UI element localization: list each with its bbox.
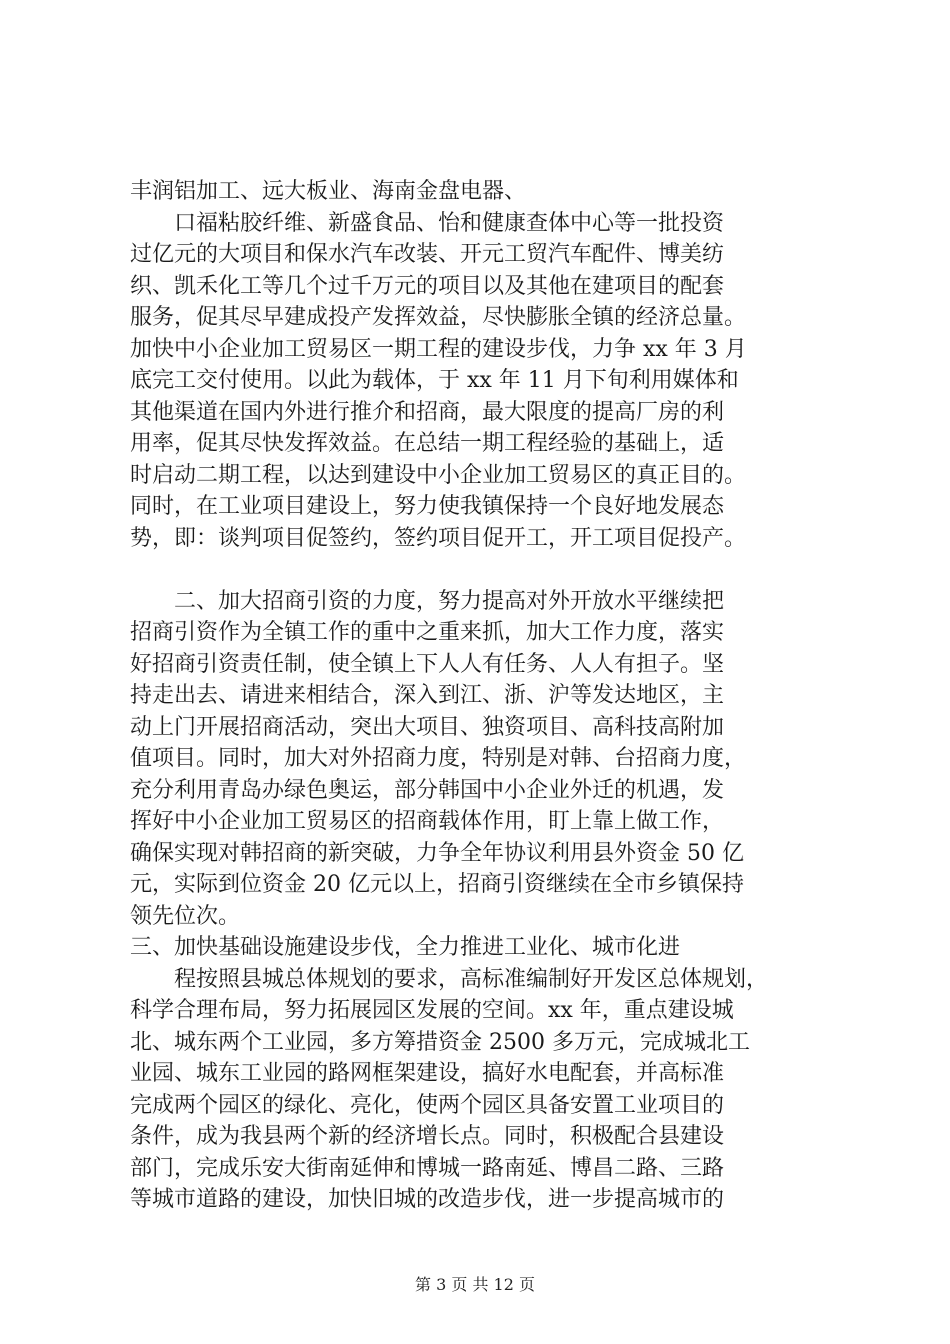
text-line: 口福粘胶纤维、新盛食品、怡和健康查体中心等一批投资 (174, 210, 725, 236)
text-line: 程按照县城总体规划的要求，高标准编制好开发区总体规划， (174, 966, 769, 992)
text-line: 挥好中小企业加工贸易区的招商载体作用，盯上靠上做工作， (130, 809, 725, 834)
text-line: 业园、城东工业园的路网框架建设，搞好水电配套，并高标准 (130, 1061, 725, 1086)
text-line: 元，实际到位资金 20 亿元以上，招商引资继续在全市乡镇保持 (130, 872, 744, 897)
paragraph-gap (130, 554, 846, 586)
text-line: 加快中小企业加工贸易区一期工程的建设步伐，力争 xx 年 3 月 (130, 336, 747, 362)
text-line: 时启动二期工程，以达到建设中小企业加工贸易区的真正目的。 (130, 462, 747, 488)
text-line: 领先位次。 (130, 903, 241, 929)
text-line: 好招商引资责任制，使全镇上下人人有任务、人人有担子。坚 (130, 651, 725, 677)
text-line: 充分利用青岛办绿色奥运，部分韩国中小企业外迁的机遇，发 (130, 777, 725, 803)
text-line: 招商引资作为全镇工作的重中之重来抓，加大工作力度，落实 (130, 620, 725, 645)
text-line: 北、城东两个工业园，多方筹措资金 2500 多万元，完成城北工 (130, 1029, 750, 1055)
text-line: 同时，在工业项目建设上，努力使我镇保持一个良好地发展态 (130, 494, 725, 519)
text-line: 值项目。同时，加大对外招商力度，特别是对韩、台招商力度， (130, 746, 747, 771)
text-line (130, 1216, 846, 1248)
page-number-footer: 第 3 页 共 12 页 (415, 1275, 535, 1294)
text-line: 动上门开展招商活动，突出大项目、独资项目、高科技高附加 (130, 714, 725, 740)
text-line: 势，即：谈判项目促签约，签约项目促开工，开工项目促投产。 (130, 525, 747, 551)
text-line: 二、加大招商引资的力度，努力提高对外开放水平继续把 (174, 588, 725, 614)
text-line: 确保实现对韩招商的新突破，力争全年协议利用县外资金 50 亿 (130, 840, 744, 866)
text-line: 其他渠道在国内外进行推介和招商，最大限度的提高厂房的利 (130, 399, 725, 425)
text-line: 持走出去、请进来相结合，深入到江、浙、沪等发达地区，主 (130, 683, 725, 708)
text-line: 等城市道路的建设，加快旧城的改造步伐，进一步提高城市的 (130, 1187, 725, 1212)
document-body (130, 176, 846, 1247)
text-line: 过亿元的大项目和保水汽车改装、开元工贸汽车配件、博美纺 (130, 242, 725, 267)
text-line: 丰润铝加工、远大板业、海南金盘电器、 (130, 179, 527, 204)
text-line: 科学合理布局，努力拓展园区发展的空间。xx 年，重点建设城 (130, 998, 734, 1023)
text-line: 三、加快基础设施建设步伐，全力推进工业化、城市化进 (130, 935, 681, 960)
text-line: 完成两个园区的绿化、亮化，使两个园区具备安置工业项目的 (130, 1092, 725, 1118)
text-line: 织、凯禾化工等几个过千万元的项目以及其他在建项目的配套 (130, 273, 725, 299)
text-line: 底完工交付使用。以此为载体，于 xx 年 11 月下旬利用媒体和 (130, 368, 739, 393)
text-line: 部门，完成乐安大街南延伸和博城一路南延、博昌二路、三路 (130, 1155, 725, 1181)
text-line: 用率，促其尽快发挥效益。在总结一期工程经验的基础上，适 (130, 431, 725, 456)
text-line: 服务，促其尽早建成投产发挥效益，尽快膨胀全镇的经济总量。 (130, 305, 747, 330)
text-line: 条件，成为我县两个新的经济增长点。同时，积极配合县建设 (130, 1124, 725, 1149)
